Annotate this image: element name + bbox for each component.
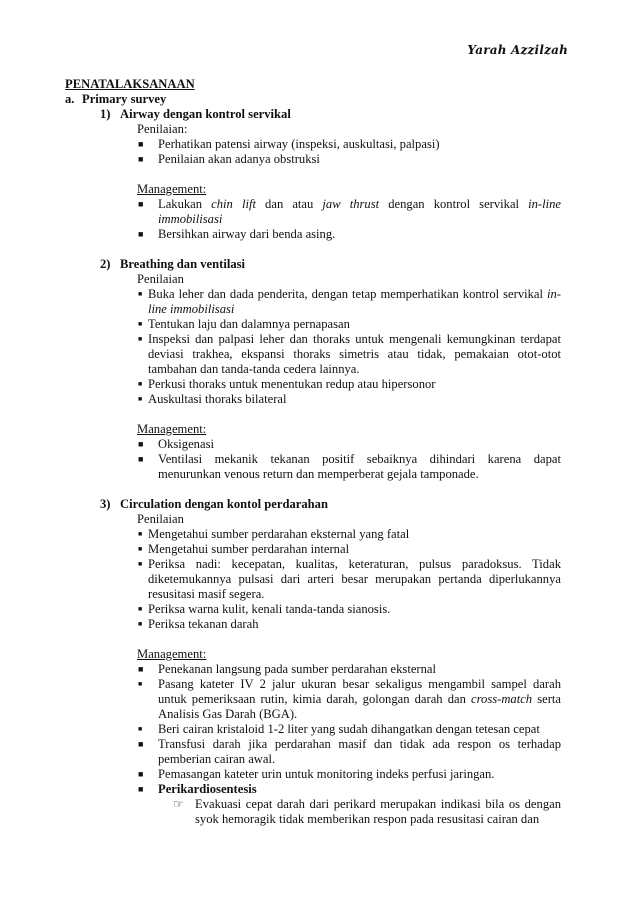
subsection-2-number: 2) [100,257,111,271]
subsection-1-heading [65,107,561,122]
list-item: ■ Tentukan laju dan dalamnya pernapasan [138,317,350,331]
document-body [65,77,561,827]
circulation-assessment-label: Penilaian [137,512,184,526]
list-item: ■ Inspeksi dan palpasi leher dan thoraks untuk mengenali kemungkinan terdapat deviasi trakhea, ekspansi thoraks simetris atau tidak, pemakaian otot-otot tambahan dan tanda-tanda cedera lainnya. [138,332,561,376]
list-item: ■ Perkusi thoraks untuk menentukan redup atau hipersonor [138,377,436,391]
subsection-1-number: 1) [100,107,111,121]
airway-assessment-list [65,137,561,167]
square-bullet-icon: ■ [138,454,144,464]
list-item: ■ Periksa warna kulit, kenali tanda-tanda sianosis. [138,602,391,616]
page-title: PENATALAKSANAAN [65,77,195,91]
breathing-assessment-label: Penilaian [137,272,184,286]
list-item: ■ Beri cairan kristaloid 1-2 liter yang sudah dihangatkan dengan tetesan cepat [138,722,540,736]
list-item: ■ Mengetahui sumber perdarahan internal [138,542,350,556]
list-item: ■ Auskultasi thoraks bilateral [138,392,287,406]
section-a-heading [65,92,561,107]
airway-management-list [65,197,561,242]
airway-assessment-label: Penilaian: [137,122,188,136]
square-bullet-icon: ■ [138,560,143,568]
square-bullet-icon: ■ [138,380,143,388]
list-item: ■ Mengetahui sumber perdarahan eksternal yang fatal [138,527,410,541]
list-item: ■ Bersihkan airway dari benda asing. [138,227,336,241]
section-a-label: Primary survey [82,92,167,106]
subsection-3-heading [65,497,561,512]
list-item: ■ Perikardiosentesis [138,782,257,796]
circulation-assessment-list [65,527,561,632]
square-bullet-icon: ■ [138,545,143,553]
square-bullet-icon: ■ [138,784,144,794]
square-bullet-icon: ■ [138,335,143,343]
list-item: ■ Transfusi darah jika perdarahan masif dan tidak ada respon os terhadap pemberian cairan awal. [138,737,561,766]
square-bullet-icon: ■ [138,664,144,674]
square-bullet-icon: ■ [138,439,144,449]
circulation-management-label: Management: [137,647,207,661]
subsection-2-heading [65,257,561,272]
breathing-management-label: Management: [137,422,207,436]
square-bullet-icon: ■ [138,154,144,164]
list-item: ■ Pemasangan kateter urin untuk monitoring indeks perfusi jaringan. [138,767,495,781]
subsection-3-label: Circulation dengan kontol perdarahan [120,497,328,511]
list-item: ■ Pasang kateter IV 2 jalur ukuran besar sekaligus mengambil sampel darah untuk pemeriksaan rutin, kimia darah, golongan darah dan cross-match serta Analisis Gas Darah (BGA). [138,677,561,721]
pointing-hand-icon: ☞ [173,797,184,811]
list-item: ■ Lakukan chin lift dan atau jaw thrust dengan kontrol servikal in-line immobilisasi [138,197,562,226]
pericardiocentesis-subitem: ☞ Evakuasi cepat darah dari perikard merupakan indikasi bila os dengan syok hemoragik tidak memberikan respon pada resusitasi cairan dan [65,797,561,827]
list-item: ■ Penekanan langsung pada sumber perdarahan eksternal [138,662,437,676]
subsection-3-number: 3) [100,497,111,511]
breathing-management-list [65,437,561,482]
square-bullet-icon: ■ [138,290,143,298]
square-bullet-icon: ■ [138,320,143,328]
list-item: ■ Periksa nadi: kecepatan, kualitas, keteraturan, pulsus paradoksus. Tidak diketemukannya pulsasi dari arteri besar merupakan pertanda diperlukannya resusitasi masif segera. [138,557,561,601]
square-bullet-icon: ■ [138,139,144,149]
square-bullet-icon: ■ [138,739,144,749]
list-item: ■ Periksa tekanan darah [138,617,259,631]
subsection-1-label: Airway dengan kontrol servikal [120,107,291,121]
square-bullet-icon: ■ [138,725,143,733]
square-bullet-icon: ■ [138,620,143,628]
section-a-number: a. [65,92,75,106]
square-bullet-icon: ■ [138,199,144,209]
list-item: ■ Penilaian akan adanya obstruksi [138,152,320,166]
subsection-2-label: Breathing dan ventilasi [120,257,246,271]
breathing-assessment-list [65,287,561,407]
square-bullet-icon: ■ [138,605,143,613]
author-signature: Yarah Azzilzah [467,43,568,57]
airway-management-label: Management: [137,182,207,196]
list-item: ■ Buka leher dan dada penderita, dengan tetap memperhatikan kontrol servikal in-line immobilisasi [138,287,561,316]
list-item: ■ Ventilasi mekanik tekanan positif sebaiknya dihindari karena dapat menurunkan venous return dan memperberat gejala tamponade. [138,452,561,481]
circulation-management-list [65,662,561,797]
list-item: ■ Perhatikan patensi airway (inspeksi, auskultasi, palpasi) [138,137,440,151]
square-bullet-icon: ■ [138,395,143,403]
list-item: ■ Oksigenasi [138,437,214,451]
square-bullet-icon: ■ [138,769,144,779]
square-bullet-icon: ■ [138,229,144,239]
square-bullet-icon: ■ [138,680,143,688]
square-bullet-icon: ■ [138,530,143,538]
